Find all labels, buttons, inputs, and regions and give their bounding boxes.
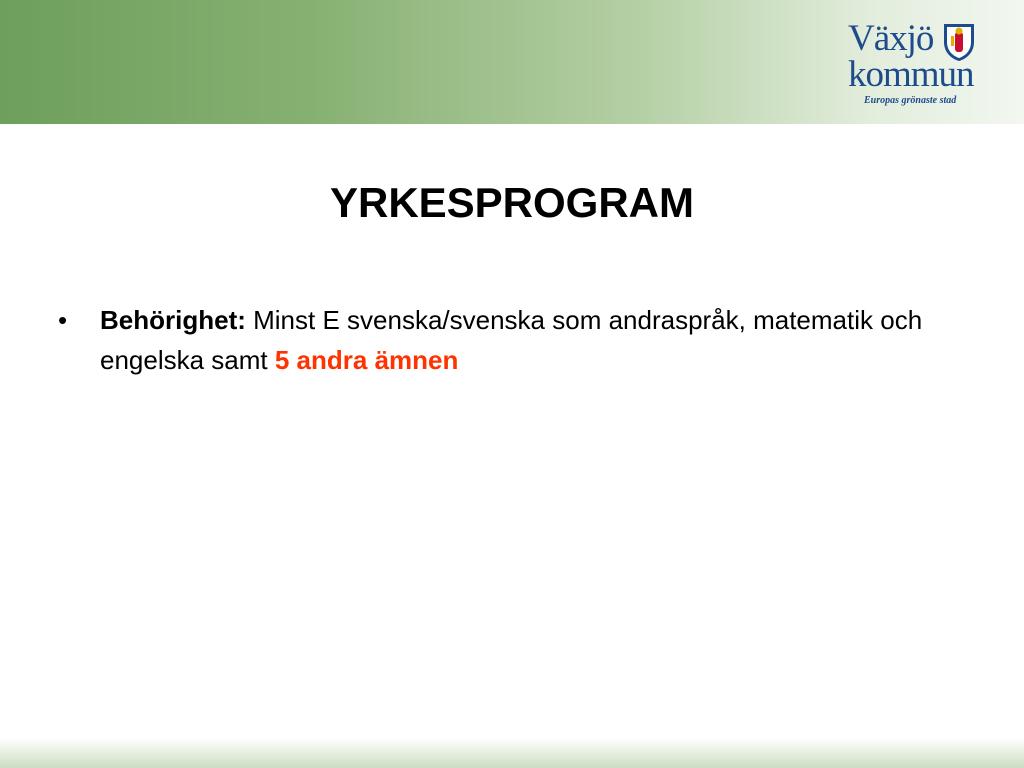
logo-word-kommun: kommun — [848, 54, 974, 95]
logo-word-vaxjo: Växjö — [848, 18, 934, 59]
slide-title: YRKESPROGRAM — [329, 179, 695, 226]
logo-tagline: Europas grönaste stad — [864, 95, 957, 106]
bullet-marker: • — [58, 305, 68, 335]
vaxjo-kommun-logo — [842, 18, 992, 112]
bullet-highlight: 5 andra ämnen — [274, 345, 459, 375]
bullet-text — [100, 300, 950, 380]
bullet-label: Behörighet: — [100, 305, 246, 335]
bullet-body: Minst E svenska/svenska som andraspråk, matematik och engelska samt — [100, 305, 923, 375]
footer-band — [0, 738, 1024, 768]
